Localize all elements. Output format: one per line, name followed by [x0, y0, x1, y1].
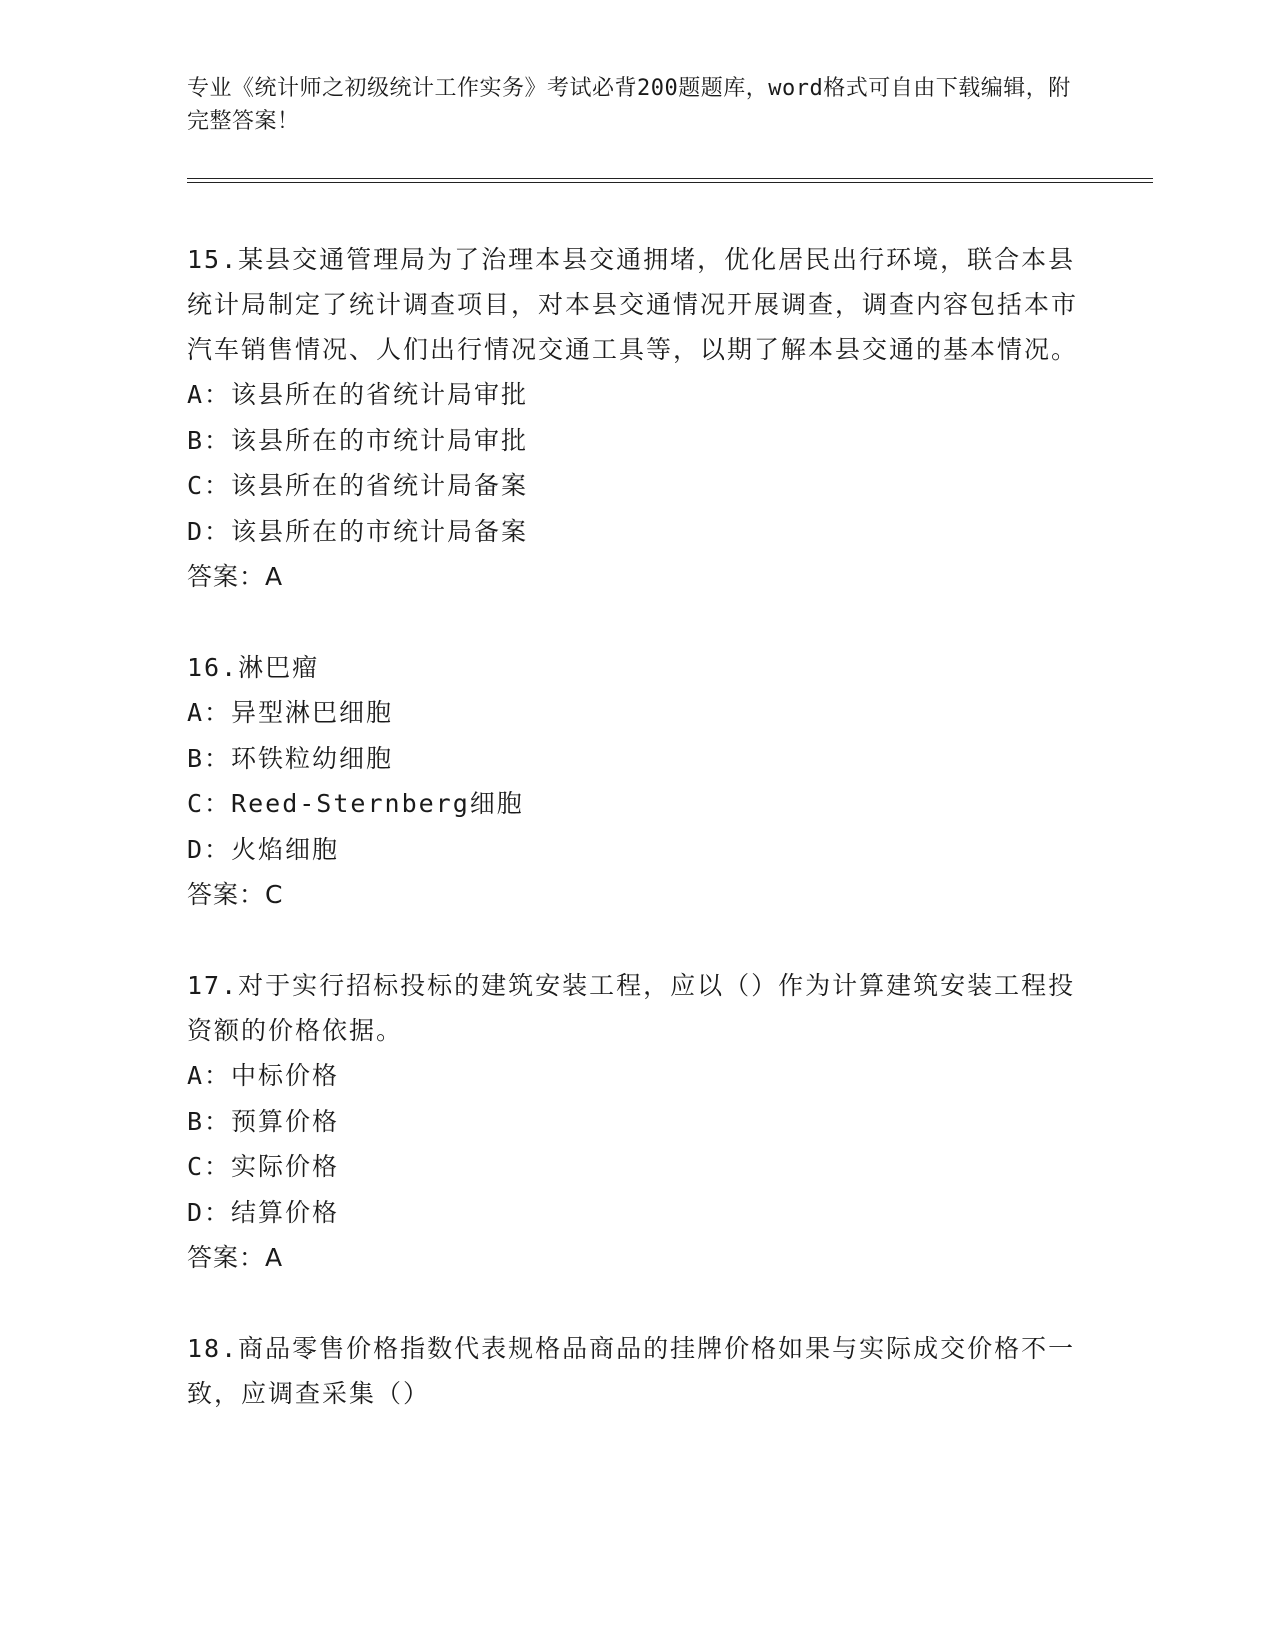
option-b: B：环铁粒幼细胞 [187, 743, 394, 773]
question-stem: 16.淋巴瘤 [187, 653, 320, 682]
option-d: D：结算价格 [187, 1197, 340, 1227]
option-a: A：该县所在的省统计局审批 [187, 380, 529, 409]
question-16 [187, 645, 1087, 917]
question-18 [187, 1326, 1087, 1416]
answer: 答案：C [187, 880, 284, 909]
option-a: A：异型淋巴细胞 [187, 698, 394, 727]
option-c: C：该县所在的省统计局备案 [187, 471, 529, 500]
option-b: B：该县所在的市统计局审批 [187, 425, 529, 455]
question-stem: 18.商品零售价格指数代表规格品商品的挂牌价格如果与实际成交价格不一致，应调查采集（） [187, 1334, 1076, 1408]
answer: 答案：A [187, 562, 284, 591]
question-stem: 15.某县交通管理局为了治理本县交通拥堵，优化居民出行环境，联合本县统计局制定了统计调查项目，对本县交通情况开展调查，调查内容包括本市汽车销售情况、人们出行情况交通工具等，以期了解本县交通的基本情况。 [187, 245, 1079, 364]
header-divider-bottom [187, 182, 1153, 183]
option-a: A：中标价格 [187, 1061, 340, 1090]
document-header: 专业《统计师之初级统计工作实务》考试必背200题题库，word格式可自由下载编辑，附完整答案！ [187, 76, 1071, 134]
question-15 [187, 237, 1087, 599]
option-d: D：该县所在的市统计局备案 [187, 516, 529, 546]
question-stem: 17.对于实行招标投标的建筑安装工程，应以（）作为计算建筑安装工程投资额的价格依据。 [187, 971, 1076, 1045]
option-c: C：实际价格 [187, 1152, 340, 1181]
header-divider-top [187, 178, 1153, 179]
question-17 [187, 963, 1087, 1280]
question-list [187, 237, 1087, 1462]
option-d: D：火焰细胞 [187, 834, 340, 864]
answer: 答案：A [187, 1243, 284, 1272]
option-c: C：Reed-Sternberg细胞 [187, 789, 524, 818]
option-b: B：预算价格 [187, 1106, 340, 1136]
